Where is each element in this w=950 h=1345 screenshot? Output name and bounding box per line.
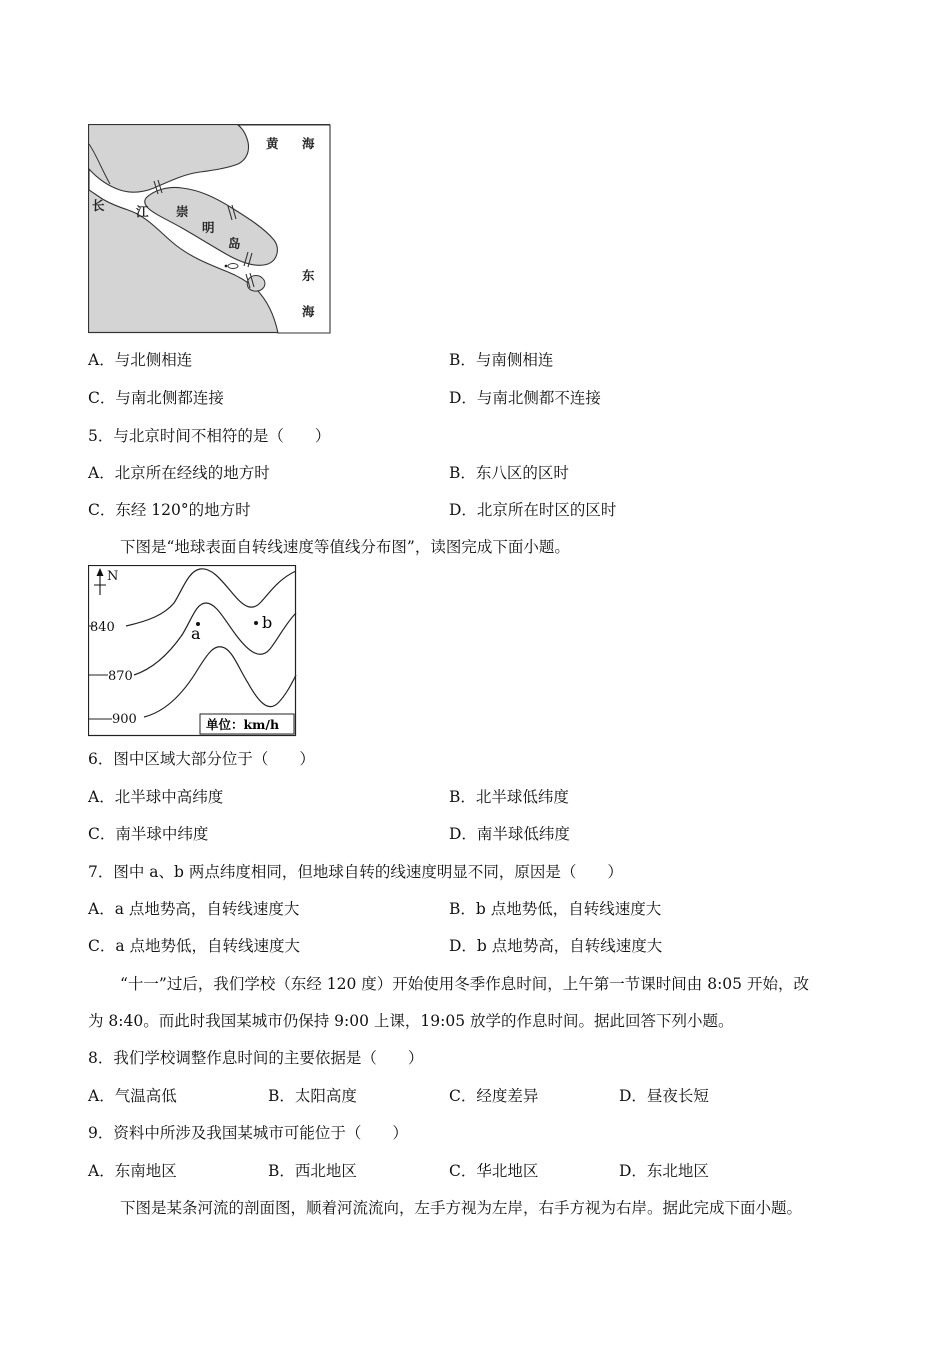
label-chong: 崇 bbox=[176, 204, 189, 219]
label-dong: 东 bbox=[302, 268, 315, 283]
q8-stem: 8．我们学校调整作息时间的主要依据是（ ） bbox=[88, 1049, 424, 1067]
north-label: N bbox=[107, 569, 119, 584]
q6-option-a[interactable]: A．北半球中高纬度 bbox=[88, 788, 224, 806]
chongming-map bbox=[88, 124, 331, 334]
q7-option-c[interactable]: C．a 点地势低，自转线速度大 bbox=[88, 937, 301, 955]
q5-option-d[interactable]: D．北京所在时区的区时 bbox=[449, 501, 617, 519]
q5-option-b[interactable]: B．东八区的区时 bbox=[449, 464, 569, 482]
q4-option-b[interactable]: B．与南侧相连 bbox=[449, 351, 554, 369]
q4-option-a[interactable]: A．与北侧相连 bbox=[88, 351, 193, 369]
q7-option-b[interactable]: B．b 点地势低，自转线速度大 bbox=[449, 900, 662, 918]
q8-option-a[interactable]: A．气温高低 bbox=[88, 1087, 177, 1105]
point-b-label: b bbox=[262, 613, 273, 632]
label-ming: 明 bbox=[202, 220, 215, 235]
label-hai-1: 海 bbox=[302, 136, 315, 151]
label-dao: 岛 bbox=[228, 236, 241, 251]
small-island bbox=[247, 276, 265, 292]
q6-option-c[interactable]: C．南半球中纬度 bbox=[88, 825, 209, 843]
q5-stem: 5．与北京时间不相符的是（ ） bbox=[88, 427, 331, 445]
point-b-marker bbox=[254, 621, 258, 625]
q6-option-d[interactable]: D．南半球低纬度 bbox=[449, 825, 570, 843]
q9-option-a[interactable]: A．东南地区 bbox=[88, 1162, 177, 1180]
intro-river-profile: 下图是某条河流的剖面图，顺着河流流向，左手方视为左岸，右手方视为右岸。据此完成下面小题。 bbox=[120, 1199, 803, 1217]
rotation-speed-isoline-map bbox=[88, 565, 298, 737]
q6-option-b[interactable]: B．北半球低纬度 bbox=[449, 788, 569, 806]
q9-option-c[interactable]: C．华北地区 bbox=[449, 1162, 539, 1180]
q4-option-c[interactable]: C．与南北侧都连接 bbox=[88, 389, 224, 407]
q7-stem: 7．图中 a、b 两点纬度相同，但地球自转的线速度明显不同，原因是（ ） bbox=[88, 863, 623, 881]
point-a-label: a bbox=[191, 624, 201, 643]
q4-option-d[interactable]: D．与南北侧都不连接 bbox=[449, 389, 601, 407]
intro-schedule-line1: “十一”过后，我们学校（东经 120 度）开始使用冬季作息时间，上午第一节课时间由 8:05 开始，改 bbox=[120, 975, 809, 993]
q9-option-b[interactable]: B．西北地区 bbox=[268, 1162, 357, 1180]
label-chang: 长 bbox=[92, 198, 105, 213]
q9-stem: 9．资料中所涉及我国某城市可能位于（ ） bbox=[88, 1124, 408, 1142]
q8-option-b[interactable]: B．太阳高度 bbox=[268, 1087, 357, 1105]
q5-option-c[interactable]: C．东经 120°的地方时 bbox=[88, 501, 251, 519]
isoline-label-870: 870 bbox=[108, 669, 133, 684]
isoline-label-900: 900 bbox=[112, 712, 137, 727]
label-hai-2: 海 bbox=[302, 304, 315, 319]
isoline-label-840: 840 bbox=[90, 620, 115, 635]
label-jiang: 江 bbox=[136, 204, 149, 219]
q5-option-a[interactable]: A．北京所在经线的地方时 bbox=[88, 464, 270, 482]
q8-option-c[interactable]: C．经度差异 bbox=[449, 1087, 539, 1105]
unit-label: 单位：km/h bbox=[206, 717, 280, 732]
q6-stem: 6．图中区域大部分位于（ ） bbox=[88, 750, 315, 768]
q9-option-d[interactable]: D．东北地区 bbox=[619, 1162, 709, 1180]
q8-option-d[interactable]: D．昼夜长短 bbox=[619, 1087, 709, 1105]
intro-rotation-speed: 下图是“地球表面自转线速度等值线分布图”，读图完成下面小题。 bbox=[120, 538, 570, 556]
intro-schedule-line2: 为 8:40。而此时我国某城市仍保持 9:00 上课，19:05 放学的作息时间。据此回答下列小题。 bbox=[88, 1012, 734, 1030]
label-huang: 黄 bbox=[266, 136, 279, 151]
q7-option-d[interactable]: D．b 点地势高，自转线速度大 bbox=[449, 937, 663, 955]
q7-option-a[interactable]: A．a 点地势高，自转线速度大 bbox=[88, 900, 300, 918]
